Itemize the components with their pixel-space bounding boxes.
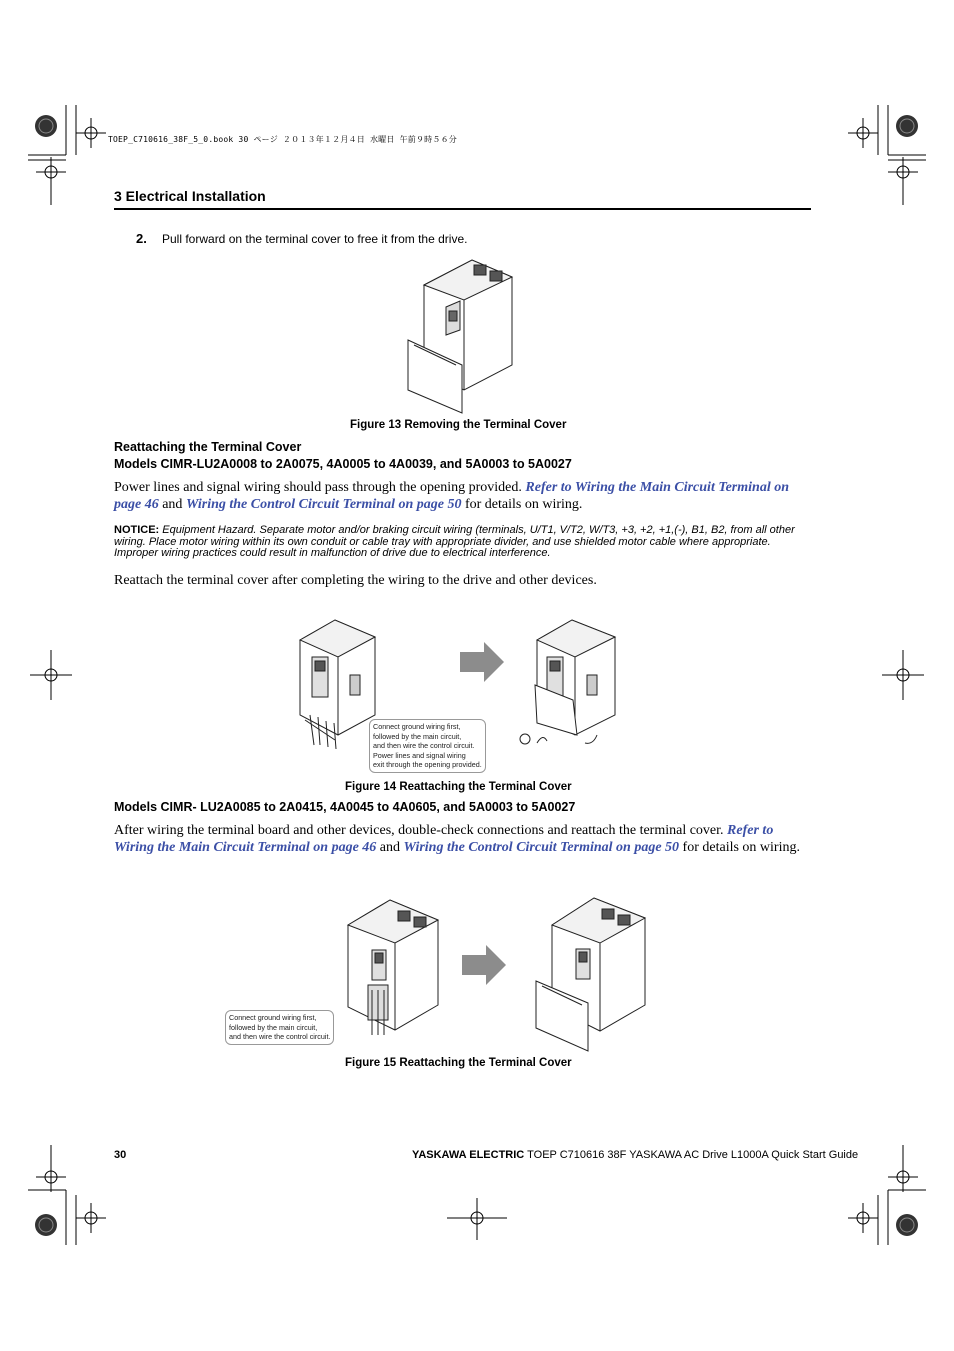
link-main-circuit-terminal[interactable]: Refer to Wiring the Main Circuit Terminal on page 46 bbox=[114, 823, 774, 855]
figure-14-callout bbox=[369, 719, 486, 773]
paragraph-wiring-text: Power lines and signal wiring should pass through the opening provided. bbox=[114, 480, 526, 495]
callout-line: followed by the main circuit, bbox=[373, 731, 462, 741]
notice-text: Equipment Hazard. Separate motor and/or braking circuit wiring (terminals, U/T1, V/T2, W/T3, +3, +2, +1,(-), B1, B2, from all other wiring. Place motor wiring within its own conduit or cable tray with appropriate divider, and use shielded motor cable where appropriate. Improper wiring practices could result in malfunction of drive due to electrical interference. bbox=[114, 524, 795, 559]
arrow-right-icon bbox=[460, 642, 506, 682]
header-rule bbox=[114, 208, 811, 210]
callout-line: Connect ground wiring first, bbox=[229, 1013, 317, 1022]
paragraph-wiring-and: and bbox=[158, 497, 186, 512]
figure-15-callout bbox=[225, 1010, 334, 1045]
models-b-heading: Models CIMR- LU2A0085 to 2A0415, 4A0045 to 4A0605, and 5A0003 to 5A0027 bbox=[114, 800, 576, 814]
paragraph-double-check-and: and bbox=[376, 840, 404, 855]
figure-14-caption: Figure 14 Reattaching the Terminal Cover bbox=[345, 781, 572, 793]
figure-15-right-drive bbox=[530, 893, 650, 1053]
link-main-circuit-terminal[interactable]: Refer to Wiring the Main Circuit Terminal on page 46 bbox=[114, 480, 789, 512]
paragraph-double-check-end: for details on wiring. bbox=[679, 840, 800, 855]
callout-line: Power lines and signal wiring bbox=[373, 750, 466, 760]
models-a-heading: Models CIMR-LU2A0008 to 2A0075, 4A0005 to 4A0039, and 5A0003 to 5A0027 bbox=[114, 457, 572, 471]
reattach-heading: Reattaching the Terminal Cover bbox=[114, 440, 302, 454]
callout-line: exit through the opening provided. bbox=[373, 760, 482, 769]
figure-13-illustration bbox=[402, 255, 522, 415]
crop-header-text: TOEP_C710616_38F_5_0.book 30 ページ ２０１３年１２月４日 水曜日 午前９時５６分 bbox=[108, 135, 457, 144]
figure-15-caption: Figure 15 Reattaching the Terminal Cover bbox=[345, 1057, 572, 1069]
page-number: 30 bbox=[114, 1149, 127, 1161]
callout-line: Connect ground wiring first, bbox=[373, 722, 461, 731]
callout-line: and then wire the control circuit. bbox=[373, 741, 475, 750]
paragraph-reattach: Reattach the terminal cover after completing the wiring to the drive and other devices. bbox=[114, 573, 597, 588]
footer-doc: TOEP C710616 38F YASKAWA AC Drive L1000A Quick Start Guide bbox=[524, 1149, 859, 1161]
figure-13-caption: Figure 13 Removing the Terminal Cover bbox=[350, 419, 567, 431]
step-number: 2. bbox=[136, 231, 147, 246]
notice-block bbox=[114, 525, 814, 560]
figure-15-left-drive bbox=[340, 895, 440, 1045]
paragraph-wiring-end: for details on wiring. bbox=[461, 497, 583, 512]
footer-text bbox=[412, 1149, 858, 1161]
callout-line: followed by the main circuit, bbox=[229, 1022, 318, 1032]
callout-line: and then wire the control circuit. bbox=[229, 1032, 331, 1041]
paragraph-wiring bbox=[114, 479, 814, 513]
notice-label: NOTICE: bbox=[114, 524, 160, 536]
arrow-right-icon bbox=[462, 945, 508, 985]
paragraph-double-check bbox=[114, 822, 814, 856]
link-control-circuit-terminal[interactable]: Wiring the Control Circuit Terminal on page 50 bbox=[403, 840, 680, 855]
step-text: Pull forward on the terminal cover to free it from the drive. bbox=[162, 232, 468, 246]
link-control-circuit-terminal[interactable]: Wiring the Control Circuit Terminal on page 50 bbox=[185, 497, 462, 512]
footer-brand: YASKAWA ELECTRIC bbox=[412, 1149, 525, 1161]
figure-14-right-drive bbox=[515, 615, 625, 755]
paragraph-double-check-text: After wiring the terminal board and other devices, double-check connections and reattach the terminal cover. bbox=[114, 823, 728, 838]
section-title: 3 Electrical Installation bbox=[114, 188, 266, 204]
